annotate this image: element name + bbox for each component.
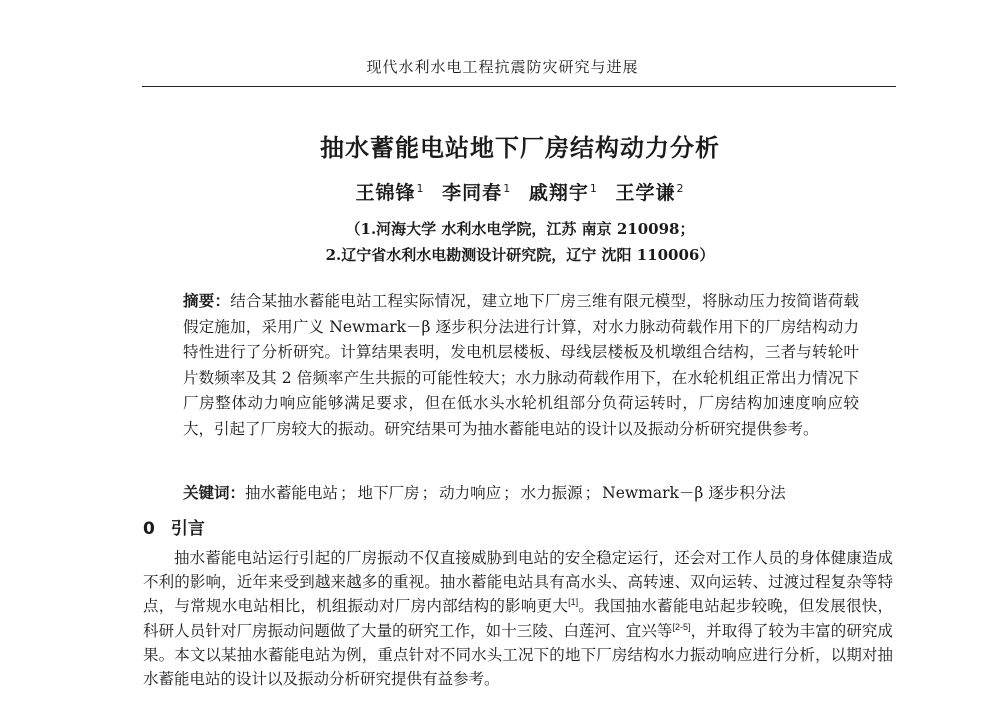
citation: [1] [568, 597, 579, 608]
running-header: 现代水利水电工程抗震防灾研究与进展 [366, 58, 639, 76]
citation: [2-5] [672, 621, 691, 632]
author: 戚翔宇$^1$ [528, 181, 598, 204]
affiliation-1: （1.河海大学 水利水电学院，江苏 南京 210098； [345, 220, 695, 238]
section-number: 0 [143, 519, 155, 539]
abstract-label: 摘要： [183, 292, 231, 310]
section-heading [143, 514, 205, 539]
abstract-text: 结合某抽水蓄能电站工程实际情况，建立地下厂房三维有限元模型，将脉动压力按简谐荷载假定施加，采用广义 Newmark－β 逐步积分法进行计算，对水力脉动荷载作用下的厂房结构动力特性进行了分析研究。计算结果表明，发电机层楼板、母线层楼板及机墩组合结构，三者与转轮叶片数频率及其 2 倍频率产生共振的可能性较大；水力脉动荷载作用下，在水轮机组正常出力情况下厂房整体动力响应能够满足要求，但在低水头水轮机组部分负荷运转时，厂房结构加速度响应较大，引起了厂房较大的振动。研究结果可为抽水蓄能电站的设计以及振动分析研究提供参考。 [183, 292, 859, 438]
author-list [220, 178, 820, 205]
abstract [183, 289, 859, 442]
keyword: Newmark－β 逐步积分法 [602, 484, 786, 502]
paper-title: 抽水蓄能电站地下厂房结构动力分析 [320, 134, 720, 162]
keyword: 水力振源 [520, 484, 583, 502]
keyword: 抽水蓄能电站 [245, 484, 339, 502]
header-rule [142, 86, 896, 87]
author: 王锦锋$^1$ [355, 181, 425, 204]
section-title: 引言 [170, 519, 205, 539]
author: 王学谦$^2$ [615, 181, 685, 204]
affiliation-2: 2.辽宁省水利水电勘测设计研究院，辽宁 沈阳 110006） [325, 246, 715, 264]
keywords: 关键词：抽水蓄能电站 ； 地下厂房 ； 动力响应 ； 水力振源 ； Newmark－β 逐步积分法 [183, 484, 786, 502]
keyword: 动力响应 [439, 484, 502, 502]
intro-paragraph: 抽水蓄能电站运行引起的厂房振动不仅直接威胁到电站的安全稳定运行，还会对工作人员的身体健康造成不利的影响，近年来受到越来越多的重视。抽水蓄能电站具有高水头、高转速、双向运转、过渡过程复杂等特点，与常规水电站相比，机组振动对厂房内部结构的影响更大[1]。我国抽水蓄能电站起步较晚，但发展很快，科研人员针对厂房振动问题做了大量的研究工作，如十三陵、白莲河、宜兴等[2-5]，并取得了较为丰富的研究成果。本文以某抽水蓄能电站为例，重点针对不同水头工况下的地下厂房结构水力振动响应进行分析，以期对抽水蓄能电站的设计以及振动分析研究提供有益参考。 [143, 550, 893, 689]
keywords-label: 关键词： [183, 484, 246, 502]
keyword: 地下厂房 [357, 484, 420, 502]
author: 李同春$^1$ [442, 181, 512, 204]
